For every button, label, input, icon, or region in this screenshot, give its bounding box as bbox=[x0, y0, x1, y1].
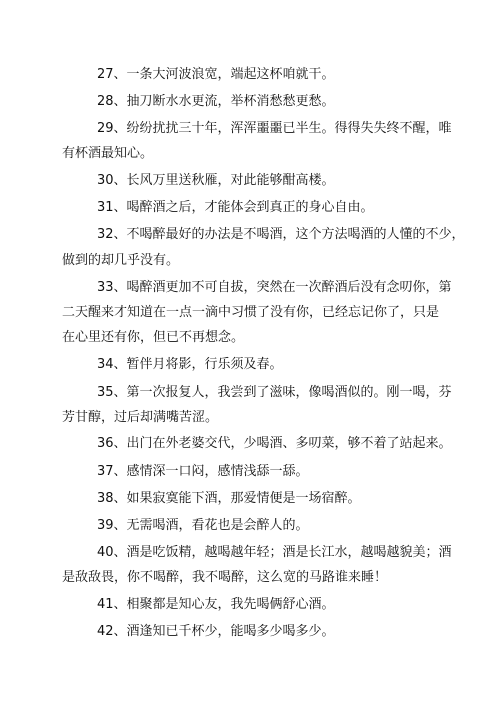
quote-line: 芳甘醇，过后却满嘴苦涩。 bbox=[62, 410, 219, 425]
quote-line: 28、抽刀断水水更流，举杯消愁愁更愁。 bbox=[97, 94, 335, 109]
quote-line: 36、出门在外老婆交代，少喝酒、多叨菜，够不着了站起来。 bbox=[97, 436, 452, 451]
quote-line: 做到的却几乎没有。 bbox=[62, 253, 180, 268]
quote-line: 33、喝醉酒更加不可自拔，突然在一次醉酒后没有念叨你，第 bbox=[97, 280, 452, 295]
quote-line: 39、无需喝酒，看花也是会醉人的。 bbox=[97, 518, 309, 533]
quote-line: 29、纷纷扰扰三十年，浑浑噩噩已半生。得得失失终不醒，唯 bbox=[97, 121, 452, 136]
quote-line: 是敌敌畏，你不喝醉，我不喝醉，这么宽的马路谁来睡！ bbox=[62, 570, 388, 585]
quote-line: 35、第一次报复人，我尝到了滋味，像喝酒似的。刚一喝，芬 bbox=[97, 385, 452, 400]
quote-line: 30、长风万里送秋雁，对此能够酣高楼。 bbox=[97, 173, 335, 188]
quote-line: 在心里还有你，但已不再想念。 bbox=[62, 330, 245, 345]
quote-line: 34、暂伴月将影，行乐须及春。 bbox=[97, 357, 283, 372]
quote-line: 38、如果寂寞能下酒，那爱情便是一场宿醉。 bbox=[97, 491, 361, 506]
quote-line: 32、不喝醉最好的办法是不喝酒，这个方法喝酒的人懂的不少， bbox=[97, 227, 465, 242]
quote-line: 31、喝醉酒之后，才能体会到真正的身心自由。 bbox=[97, 200, 374, 215]
quote-line: 37、感情深一口闷，感情浅舔一舔。 bbox=[97, 464, 309, 479]
quote-line: 27、一条大河波浪宽，端起这杯咱就干。 bbox=[97, 67, 335, 82]
quote-line: 二天醒来才知道在一点一滴中习惯了没有你，已经忘记你了，只是 bbox=[62, 305, 440, 320]
quote-line: 41、相聚都是知心友，我先喝俩舒心酒。 bbox=[97, 597, 335, 612]
quote-line: 有杯酒最知心。 bbox=[62, 146, 154, 161]
quote-line: 42、酒逢知已千杯少，能喝多少喝多少。 bbox=[97, 624, 335, 639]
quote-line: 40、酒是吃饭精，越喝越年轻；酒是长江水，越喝越貌美；酒 bbox=[97, 545, 452, 560]
